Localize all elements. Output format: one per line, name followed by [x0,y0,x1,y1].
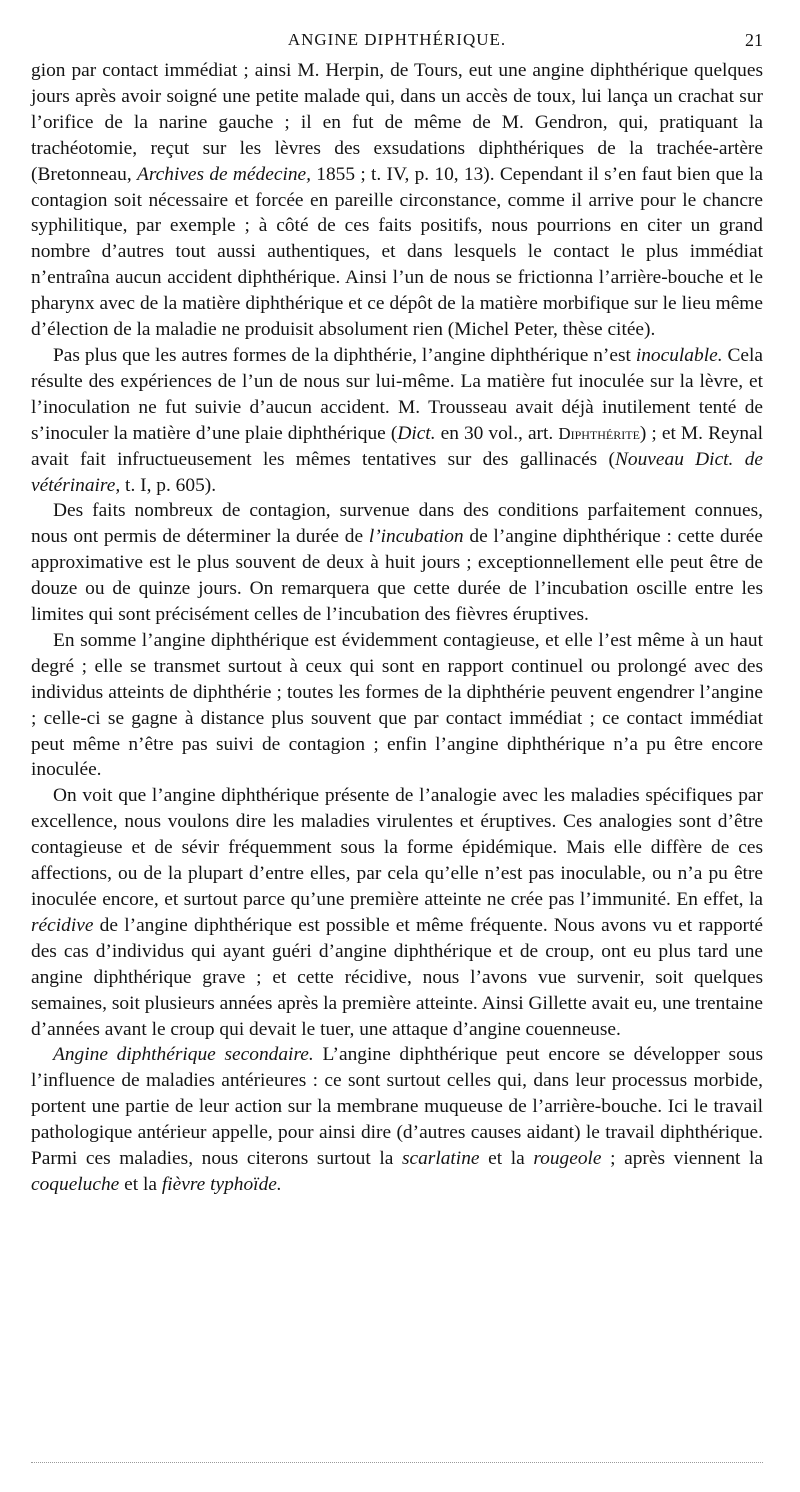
citation-archives-de-medecine: Archives de médecine, [136,163,311,185]
paragraph-2-text-c: en 30 vol., art. [435,422,559,444]
paragraph-5-text-a: On voit que l’angine diphthérique présente de l’analogie avec les maladies spécifiques par excellence, nous voulons dire les maladies virulentes et éruptives. Ces analogies sont d’être contagieuse et de sévir fréquemment sous la forme épidémique. Mais elle diffère de ces affections, ou de la plupart d’entre elles, par cela qu’elle n’est pas inoculable, ou n’a pu être inoculée encore, et surtout parce qu’une première atteinte ne crée pas l’immunité. En effet, la [31,785,763,910]
book-page [31,30,763,1198]
running-title: ANGINE DIPHTHÉRIQUE. [287,30,507,49]
paragraph-6-text-b: et la [479,1148,534,1170]
term-scarlatine: scarlatine [401,1148,480,1170]
bottom-rule [31,1462,763,1463]
citation-nouveau-dict: Nouveau Dict. de vétérinaire, [31,448,763,496]
paragraph-4: En somme l’angine diphthérique est évidemment contagieuse, et elle l’est même à un haut degré ; elle se transmet surtout à ceux qui sont en rapport continuel ou prolongé avec des individus atteints de diphthérie ; toutes les formes de la diphthérie peuvent engendrer l’angine ; celle-ci se gagne à distance plus souvent que par contact immédiat ; ce contact immédiat peut même n’être pas suivi de contagion ; enfin l’angine diphthérique n’a pu être encore inoculée. [31,629,763,781]
citation-diphtherite: Diphthérite [558,423,640,443]
page-number: 21 [745,30,763,50]
running-head [31,30,763,58]
paragraph-6-text-a: L’angine diphthérique peut encore se développer sous l’influence de maladies antérieures : ce sont surtout celles qui, dans leur processus morbide, portent une partie de leur action sur la membrane muqueuse de l’arrière-bouche. Ici le travail pathologique antérieur appelle, pour ainsi dire (d’autres causes aidant) le travail diphthérique. Parmi ces maladies, nous citerons surtout la [31,1044,764,1170]
paragraph-2-text-b: Cela résulte des expériences de l’un de nous sur lui-même. La matière fut inoculée sur la lèvre, et l’inoculation ne fut suivie d’aucun accident. M. Trousseau avait déjà inutilement tenté de s’inoculer la matière d’une plaie diphthérique ( [31,344,763,444]
paragraph-3 [31,498,763,628]
paragraph-6-text-c: ; après viennent la [601,1148,764,1170]
paragraph-2-text-e: t. I, p. 605). [120,474,217,496]
section-heading-angine-secondaire: Angine diphthérique secondaire. [53,1044,314,1066]
paragraph-2-text-a: Pas plus que les autres formes de la diphthérie, l’angine diphthérique n’est [53,344,636,366]
paragraph-6-text-d: et la [119,1173,162,1195]
paragraph-1-text-b: 1855 ; t. IV, p. 10, 13). Cependant il s’en faut bien que la contagion soit nécessaire et forcée en pareille circonstance, comme il arrive pour le chancre syphilitique, par exemple ; à côté de ces faits positifs, nous pourrions en citer un grand nombre d’autres tout aussi authentiques, et dans lesquels le contact le plus immédiat n’entraîna aucun accident diphthérique. Ainsi l’un de nous se frictionna l’arrière-bouche et le pharynx avec de la matière diphthérique et ce dépôt de la matière morbifique sur le lieu même d’élection de la maladie ne produisit absolument rien (Michel Peter, thèse citée). [31,163,764,341]
paragraph-5-text-b: de l’angine diphthérique est possible et même fréquente. Nous avons vu et rapporté des cas d’individus qui ayant guéri d’angine diphthérique et de croup, ont eu plus tard une angine diphthérique grave ; et cette récidive, nous l’avons vue survenir, soit quelques semaines, soit plusieurs années après la première atteinte. Ainsi Gillette avait eu, une trentaine d’années avant le croup qui devait le tuer, une attaque d’angine couenneuse. [31,914,763,1040]
paragraph-5 [31,783,763,1042]
paragraph-6 [31,1042,763,1197]
term-incubation: l’incubation [368,526,464,548]
term-inoculable: inoculable. [635,344,723,366]
paragraph-2 [31,343,763,498]
paragraph-1-text-a: gion par contact immédiat ; ainsi M. Herpin, de Tours, eut une angine diphthérique quelques jours après avoir soigné une petite malade qui, dans un accès de toux, lui lança un crachat sur l’orifice de la narine gauche ; il en fut de même de M. Gendron, qui, pratiquant la trachéotomie, reçut sur les lèvres des exsudations diphthériques de la trachée-artère (Bretonneau, [31,60,763,185]
paragraph-1 [31,58,763,343]
paragraph-2-text-d: ) ; et M. Reynal avait fait infructueusement les mêmes tentatives sur des gallinacés ( [31,422,764,470]
body-text [31,58,763,1198]
term-rougeole: rougeole [533,1148,602,1170]
term-recidive: récidive [31,914,94,936]
paragraph-3-text-b: de l’angine diphthérique : cette durée approximative est le plus souvent de deux à huit jours ; exceptionnellement elle peut être de douze ou de quinze jours. On remarquera que cette durée de l’incubation oscille entre les limites qui sont précisément celles de l’incubation des fièvres éruptives. [31,526,764,626]
citation-dict: Dict. [397,422,436,444]
term-coqueluche: coqueluche [31,1173,120,1195]
term-fievre-typhoide: fièvre typhoïde. [161,1173,282,1195]
paragraph-3-text-a: Des faits nombreux de contagion, survenue dans des conditions parfaitement connues, nous ont permis de déterminer la durée de [31,500,763,548]
